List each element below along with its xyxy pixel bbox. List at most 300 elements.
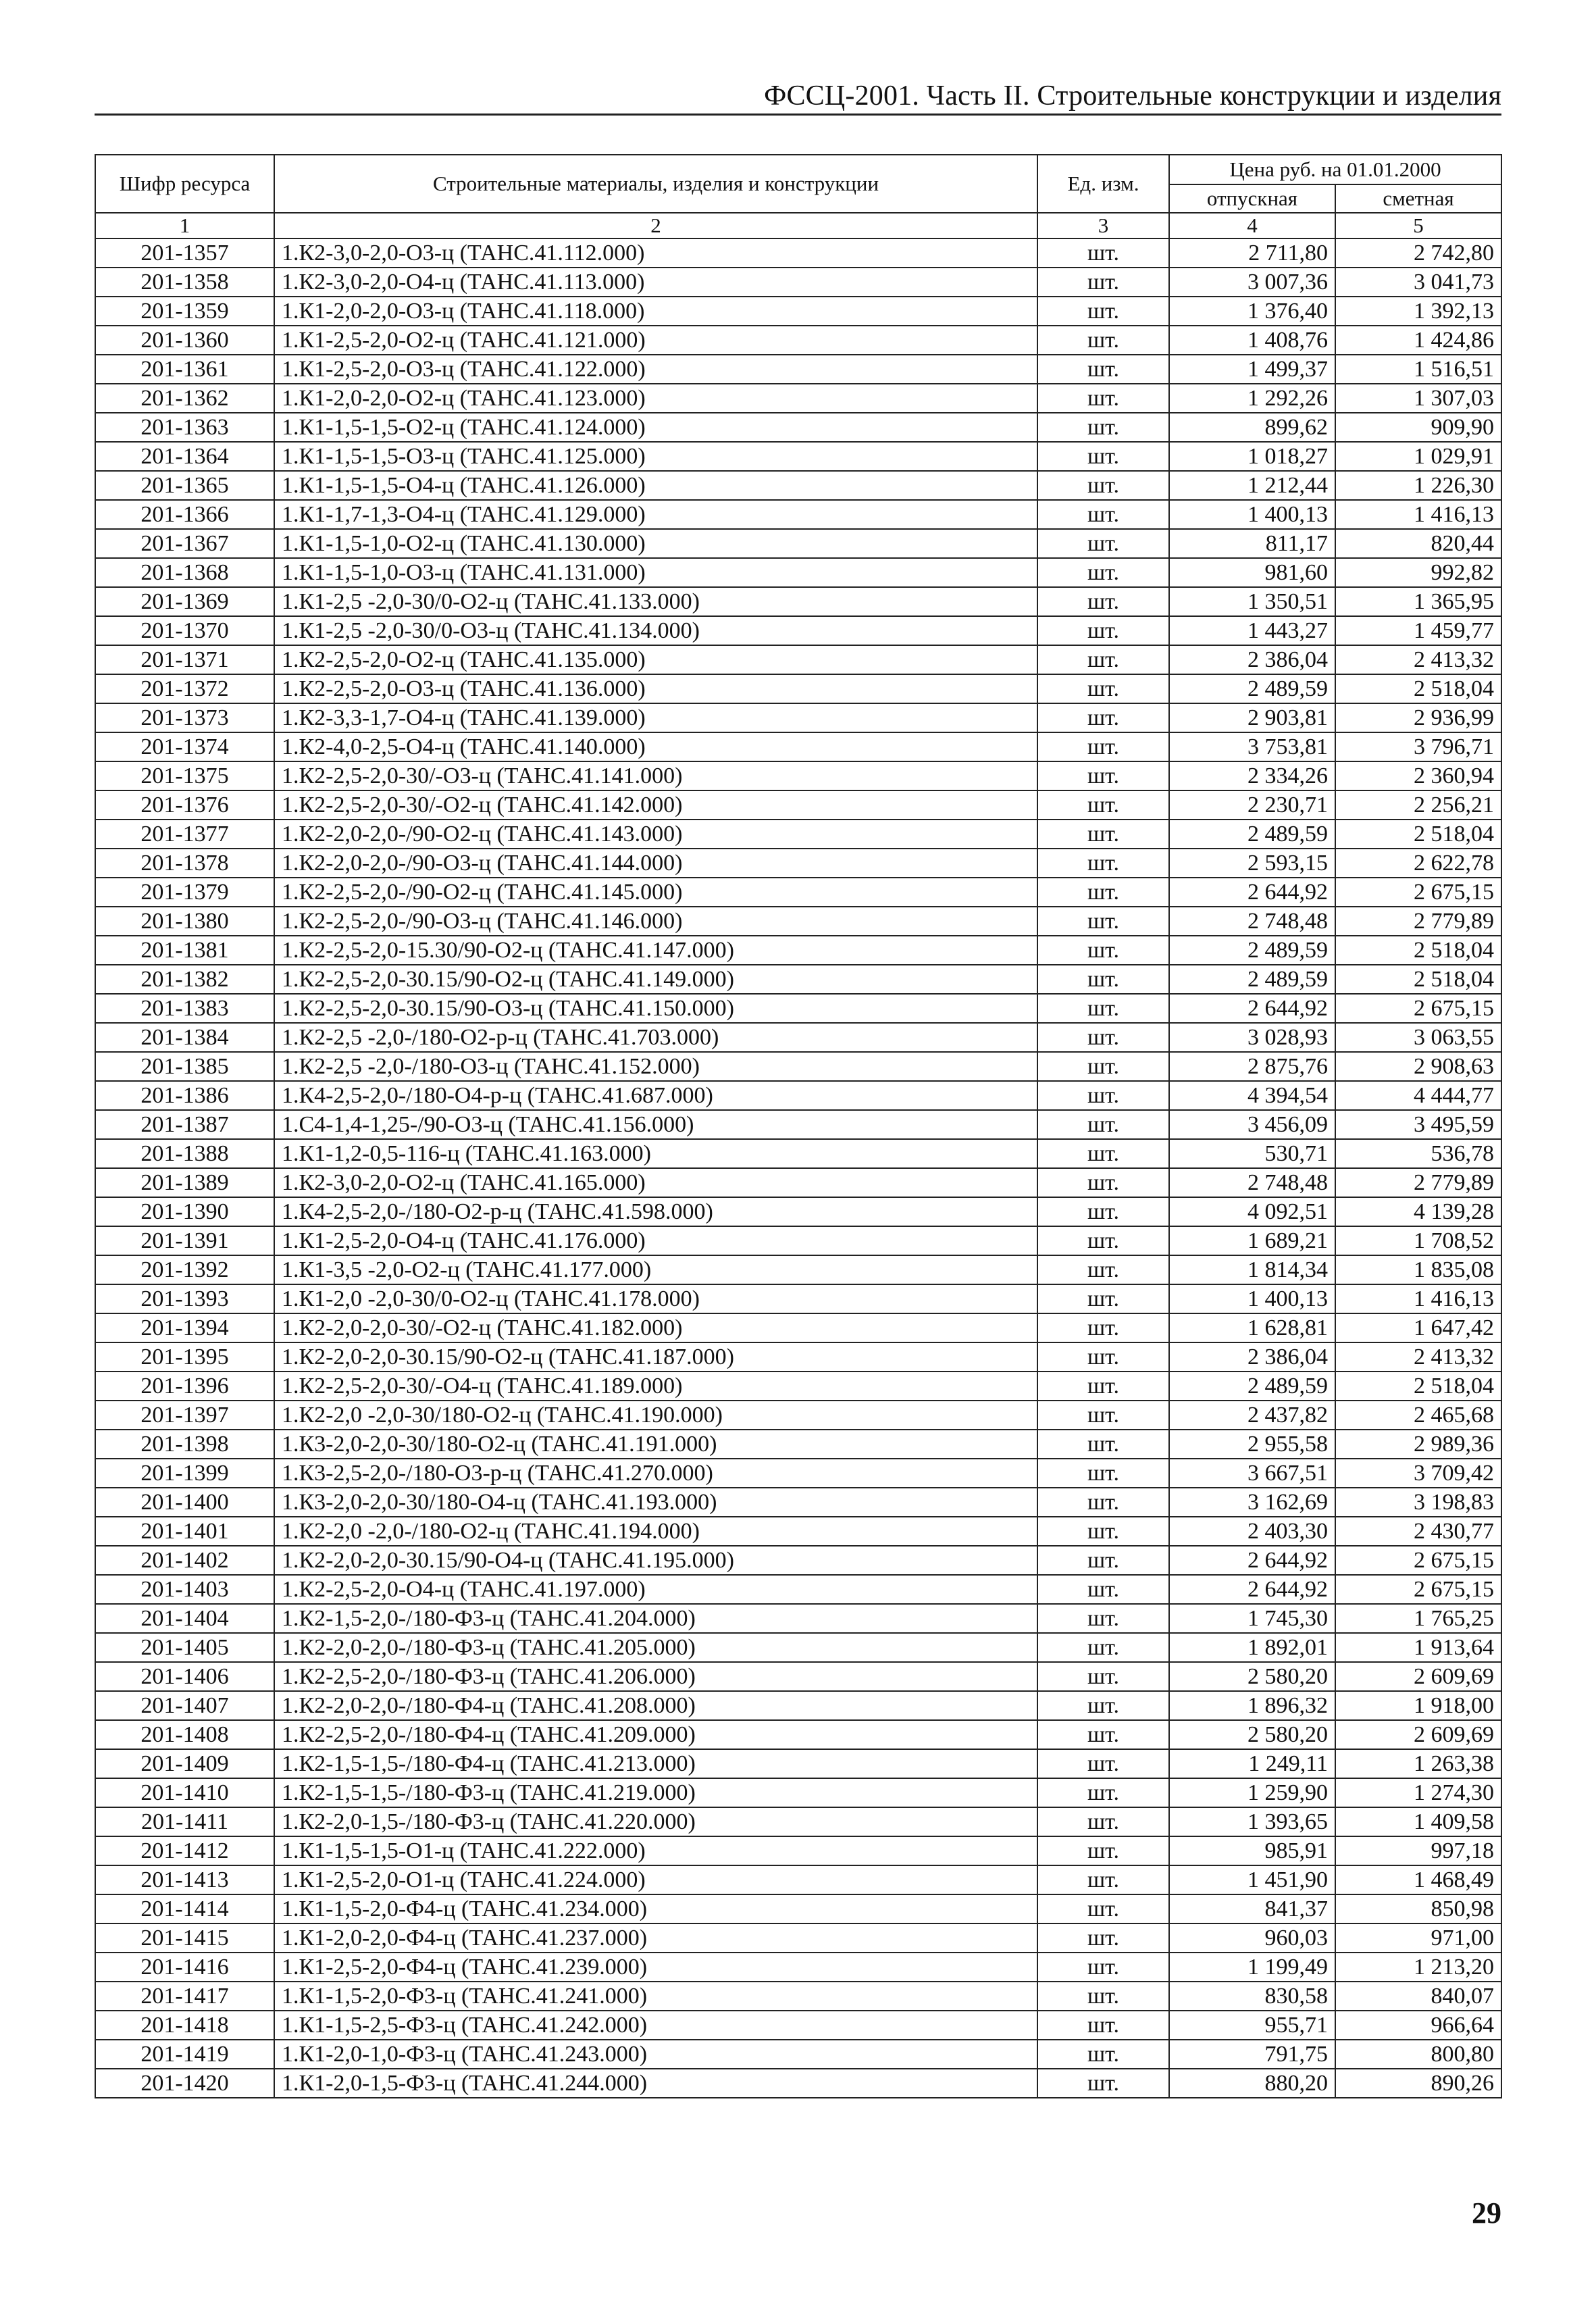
material-name-cell: 1.К2-2,0 -2,0-30/180-О2-ц (ТАНС.41.190.000): [274, 1401, 1037, 1430]
estimate-price-cell: 4 444,77: [1335, 1081, 1501, 1110]
resource-code-cell: 201-1411: [95, 1807, 274, 1836]
table-row: [95, 384, 1501, 413]
release-price-cell: 841,37: [1169, 1894, 1335, 1923]
release-price-cell: 2 644,92: [1169, 994, 1335, 1023]
unit-cell: шт.: [1037, 384, 1169, 413]
estimate-price-cell: 1 424,86: [1335, 326, 1501, 355]
resource-code-cell: 201-1365: [95, 471, 274, 500]
release-price-cell: 2 875,76: [1169, 1052, 1335, 1081]
resource-code-cell: 201-1417: [95, 1982, 274, 2011]
unit-cell: шт.: [1037, 1488, 1169, 1517]
material-name-cell: 1.К2-2,0-2,0-30.15/90-О2-ц (ТАНС.41.187.000): [274, 1342, 1037, 1372]
material-name-cell: 1.К1-1,5-1,5-О1-ц (ТАНС.41.222.000): [274, 1836, 1037, 1865]
material-name-cell: 1.К1-1,5-2,5-Ф3-ц (ТАНС.41.242.000): [274, 2011, 1037, 2040]
estimate-price-cell: 1 913,64: [1335, 1633, 1501, 1662]
resource-code-cell: 201-1397: [95, 1401, 274, 1430]
estimate-price-cell: 1 765,25: [1335, 1604, 1501, 1633]
estimate-price-cell: 800,80: [1335, 2040, 1501, 2069]
table-row: [95, 1691, 1501, 1720]
material-name-cell: 1.К1-1,5-1,0-О2-ц (ТАНС.41.130.000): [274, 529, 1037, 558]
material-name-cell: 1.К3-2,0-2,0-30/180-О2-ц (ТАНС.41.191.000): [274, 1430, 1037, 1459]
release-price-cell: 2 386,04: [1169, 645, 1335, 674]
estimate-price-cell: 3 495,59: [1335, 1110, 1501, 1139]
resource-code-cell: 201-1395: [95, 1342, 274, 1372]
table-row: [95, 268, 1501, 297]
table-row: [95, 1023, 1501, 1052]
unit-cell: шт.: [1037, 761, 1169, 790]
unit-cell: шт.: [1037, 936, 1169, 965]
unit-cell: шт.: [1037, 1865, 1169, 1894]
resource-code-cell: 201-1369: [95, 587, 274, 616]
release-price-cell: 2 711,80: [1169, 238, 1335, 268]
unit-cell: шт.: [1037, 442, 1169, 471]
resource-code-cell: 201-1403: [95, 1575, 274, 1604]
material-name-cell: 1.К2-2,5-2,0-/180-Ф3-ц (ТАНС.41.206.000): [274, 1662, 1037, 1691]
unit-cell: шт.: [1037, 1517, 1169, 1546]
release-price-cell: 1 400,13: [1169, 1284, 1335, 1313]
estimate-price-cell: 1 029,91: [1335, 442, 1501, 471]
material-name-cell: 1.К2-2,5-2,0-30/-О3-ц (ТАНС.41.141.000): [274, 761, 1037, 790]
unit-cell: шт.: [1037, 1168, 1169, 1197]
resource-code-cell: 201-1393: [95, 1284, 274, 1313]
material-name-cell: 1.К4-2,5-2,0-/180-О2-р-ц (ТАНС.41.598.000): [274, 1197, 1037, 1226]
estimate-price-cell: 2 622,78: [1335, 849, 1501, 878]
estimate-price-cell: 840,07: [1335, 1982, 1501, 2011]
release-price-cell: 3 753,81: [1169, 732, 1335, 761]
material-name-cell: 1.К2-2,5-2,0-30.15/90-О2-ц (ТАНС.41.149.000): [274, 965, 1037, 994]
unit-cell: шт.: [1037, 1720, 1169, 1749]
estimate-price-cell: 850,98: [1335, 1894, 1501, 1923]
column-number: 3: [1037, 213, 1169, 238]
resource-code-cell: 201-1416: [95, 1953, 274, 1982]
resource-code-cell: 201-1404: [95, 1604, 274, 1633]
estimate-price-cell: 4 139,28: [1335, 1197, 1501, 1226]
unit-cell: шт.: [1037, 616, 1169, 645]
unit-cell: шт.: [1037, 1284, 1169, 1313]
release-price-cell: 2 903,81: [1169, 703, 1335, 732]
material-name-cell: 1.К2-2,5-2,0-30/-О4-ц (ТАНС.41.189.000): [274, 1372, 1037, 1401]
release-price-cell: 1 018,27: [1169, 442, 1335, 471]
resource-code-cell: 201-1402: [95, 1546, 274, 1575]
release-price-cell: 1 350,51: [1169, 587, 1335, 616]
unit-cell: шт.: [1037, 1923, 1169, 1953]
estimate-price-cell: 1 416,13: [1335, 1284, 1501, 1313]
column-number: 5: [1335, 213, 1501, 238]
estimate-price-cell: 2 742,80: [1335, 238, 1501, 268]
resource-code-cell: 201-1399: [95, 1459, 274, 1488]
table-row: [95, 936, 1501, 965]
release-price-cell: 2 489,59: [1169, 936, 1335, 965]
material-name-cell: 1.К1-2,0-2,0-Ф4-ц (ТАНС.41.237.000): [274, 1923, 1037, 1953]
resource-code-cell: 201-1414: [95, 1894, 274, 1923]
table-row: [95, 1807, 1501, 1836]
estimate-price-cell: 1 459,77: [1335, 616, 1501, 645]
unit-cell: шт.: [1037, 1110, 1169, 1139]
resource-code-cell: 201-1387: [95, 1110, 274, 1139]
unit-cell: шт.: [1037, 907, 1169, 936]
estimate-price-cell: 820,44: [1335, 529, 1501, 558]
release-price-cell: 2 644,92: [1169, 1546, 1335, 1575]
material-name-cell: 1.К1-2,0-1,5-Ф3-ц (ТАНС.41.244.000): [274, 2069, 1037, 2098]
material-name-cell: 1.К1-3,5 -2,0-О2-ц (ТАНС.41.177.000): [274, 1255, 1037, 1284]
material-name-cell: 1.К1-1,2-0,5-116-ц (ТАНС.41.163.000): [274, 1139, 1037, 1168]
release-price-cell: 1 393,65: [1169, 1807, 1335, 1836]
resource-code-cell: 201-1409: [95, 1749, 274, 1778]
unit-cell: шт.: [1037, 1662, 1169, 1691]
table-row: [95, 1836, 1501, 1865]
table-row: [95, 1633, 1501, 1662]
table-row: [95, 878, 1501, 907]
resource-code-cell: 201-1390: [95, 1197, 274, 1226]
resource-code-cell: 201-1410: [95, 1778, 274, 1807]
unit-cell: шт.: [1037, 1953, 1169, 1982]
resource-code-cell: 201-1366: [95, 500, 274, 529]
unit-cell: шт.: [1037, 1575, 1169, 1604]
unit-cell: шт.: [1037, 1982, 1169, 2011]
estimate-price-cell: 966,64: [1335, 2011, 1501, 2040]
estimate-price-cell: 2 518,04: [1335, 674, 1501, 703]
release-price-cell: 4 394,54: [1169, 1081, 1335, 1110]
unit-cell: шт.: [1037, 500, 1169, 529]
release-price-cell: 3 456,09: [1169, 1110, 1335, 1139]
material-name-cell: 1.К1-2,5-2,0-Ф4-ц (ТАНС.41.239.000): [274, 1953, 1037, 1982]
table-row: [95, 994, 1501, 1023]
resource-code-cell: 201-1412: [95, 1836, 274, 1865]
material-name-cell: 1.К1-1,5-1,5-О3-ц (ТАНС.41.125.000): [274, 442, 1037, 471]
material-name-cell: 1.К1-2,0-1,0-Ф3-ц (ТАНС.41.243.000): [274, 2040, 1037, 2069]
material-name-cell: 1.К1-2,5 -2,0-30/0-О2-ц (ТАНС.41.133.000): [274, 587, 1037, 616]
unit-cell: шт.: [1037, 326, 1169, 355]
material-name-cell: 1.К1-1,5-2,0-Ф3-ц (ТАНС.41.241.000): [274, 1982, 1037, 2011]
material-name-cell: 1.К1-2,0-2,0-О3-ц (ТАНС.41.118.000): [274, 297, 1037, 326]
estimate-price-cell: 2 609,69: [1335, 1720, 1501, 1749]
material-name-cell: 1.К1-1,5-1,5-О4-ц (ТАНС.41.126.000): [274, 471, 1037, 500]
unit-cell: шт.: [1037, 1836, 1169, 1865]
resource-code-cell: 201-1377: [95, 820, 274, 849]
estimate-price-cell: 2 779,89: [1335, 907, 1501, 936]
resource-code-cell: 201-1361: [95, 355, 274, 384]
material-name-cell: 1.К1-1,5-2,0-Ф4-ц (ТАНС.41.234.000): [274, 1894, 1037, 1923]
table-row: [95, 2040, 1501, 2069]
resource-code-cell: 201-1374: [95, 732, 274, 761]
estimate-price-cell: 1 392,13: [1335, 297, 1501, 326]
estimate-price-cell: 3 198,83: [1335, 1488, 1501, 1517]
resource-code-cell: 201-1408: [95, 1720, 274, 1749]
estimate-price-cell: 2 908,63: [1335, 1052, 1501, 1081]
table-row: [95, 1168, 1501, 1197]
header-release-price: отпускная: [1169, 184, 1335, 213]
estimate-price-cell: 2 675,15: [1335, 1546, 1501, 1575]
resource-code-cell: 201-1380: [95, 907, 274, 936]
material-name-cell: 1.К2-2,0-1,5-/180-Ф3-ц (ТАНС.41.220.000): [274, 1807, 1037, 1836]
table-row: [95, 558, 1501, 587]
release-price-cell: 2 580,20: [1169, 1720, 1335, 1749]
unit-cell: шт.: [1037, 849, 1169, 878]
material-name-cell: 1.К2-2,0-2,0-/180-Ф3-ц (ТАНС.41.205.000): [274, 1633, 1037, 1662]
resource-code-cell: 201-1394: [95, 1313, 274, 1342]
estimate-price-cell: 1 307,03: [1335, 384, 1501, 413]
table-row: [95, 790, 1501, 820]
unit-cell: шт.: [1037, 2040, 1169, 2069]
price-table: [95, 154, 1502, 2098]
release-price-cell: 2 489,59: [1169, 965, 1335, 994]
table-row: [95, 297, 1501, 326]
header-code: Шифр ресурса: [95, 155, 274, 213]
release-price-cell: 2 437,82: [1169, 1401, 1335, 1430]
header-rule: [95, 114, 1501, 116]
table-row: [95, 703, 1501, 732]
estimate-price-cell: 1 263,38: [1335, 1749, 1501, 1778]
table-row: [95, 442, 1501, 471]
resource-code-cell: 201-1406: [95, 1662, 274, 1691]
estimate-price-cell: 2 413,32: [1335, 1342, 1501, 1372]
unit-cell: шт.: [1037, 790, 1169, 820]
resource-code-cell: 201-1392: [95, 1255, 274, 1284]
material-name-cell: 1.К1-2,5-2,0-О1-ц (ТАНС.41.224.000): [274, 1865, 1037, 1894]
estimate-price-cell: 2 675,15: [1335, 994, 1501, 1023]
table-row: [95, 1342, 1501, 1372]
resource-code-cell: 201-1357: [95, 238, 274, 268]
material-name-cell: 1.К1-2,5 -2,0-30/0-О3-ц (ТАНС.41.134.000): [274, 616, 1037, 645]
release-price-cell: 1 443,27: [1169, 616, 1335, 645]
header-name: Строительные материалы, изделия и конструкции: [274, 155, 1037, 213]
table-row: [95, 1401, 1501, 1430]
table-row: [95, 1865, 1501, 1894]
release-price-cell: 1 499,37: [1169, 355, 1335, 384]
resource-code-cell: 201-1391: [95, 1226, 274, 1255]
unit-cell: шт.: [1037, 558, 1169, 587]
unit-cell: шт.: [1037, 1430, 1169, 1459]
estimate-price-cell: 1 918,00: [1335, 1691, 1501, 1720]
release-price-cell: 1 259,90: [1169, 1778, 1335, 1807]
resource-code-cell: 201-1368: [95, 558, 274, 587]
estimate-price-cell: 1 365,95: [1335, 587, 1501, 616]
material-name-cell: 1.К1-2,5-2,0-О4-ц (ТАНС.41.176.000): [274, 1226, 1037, 1255]
resource-code-cell: 201-1362: [95, 384, 274, 413]
unit-cell: шт.: [1037, 1604, 1169, 1633]
resource-code-cell: 201-1371: [95, 645, 274, 674]
resource-code-cell: 201-1386: [95, 1081, 274, 1110]
unit-cell: шт.: [1037, 297, 1169, 326]
table-row: [95, 587, 1501, 616]
resource-code-cell: 201-1400: [95, 1488, 274, 1517]
unit-cell: шт.: [1037, 1546, 1169, 1575]
unit-cell: шт.: [1037, 732, 1169, 761]
material-name-cell: 1.К2-2,0-2,0-30/-О2-ц (ТАНС.41.182.000): [274, 1313, 1037, 1342]
estimate-price-cell: 2 465,68: [1335, 1401, 1501, 1430]
resource-code-cell: 201-1363: [95, 413, 274, 442]
resource-code-cell: 201-1413: [95, 1865, 274, 1894]
material-name-cell: 1.К1-2,5-2,0-О3-ц (ТАНС.41.122.000): [274, 355, 1037, 384]
release-price-cell: 1 628,81: [1169, 1313, 1335, 1342]
resource-code-cell: 201-1385: [95, 1052, 274, 1081]
release-price-cell: 830,58: [1169, 1982, 1335, 2011]
resource-code-cell: 201-1384: [95, 1023, 274, 1052]
release-price-cell: 1 896,32: [1169, 1691, 1335, 1720]
release-price-cell: 4 092,51: [1169, 1197, 1335, 1226]
table-row: [95, 238, 1501, 268]
release-price-cell: 2 386,04: [1169, 1342, 1335, 1372]
resource-code-cell: 201-1401: [95, 1517, 274, 1546]
table-row: [95, 1720, 1501, 1749]
resource-code-cell: 201-1407: [95, 1691, 274, 1720]
table-row: [95, 2069, 1501, 2098]
release-price-cell: 2 748,48: [1169, 907, 1335, 936]
estimate-price-cell: 992,82: [1335, 558, 1501, 587]
table-row: [95, 1255, 1501, 1284]
unit-cell: шт.: [1037, 1401, 1169, 1430]
release-price-cell: 1 451,90: [1169, 1865, 1335, 1894]
header-price: Цена руб. на 01.01.2000: [1169, 155, 1501, 184]
unit-cell: шт.: [1037, 238, 1169, 268]
material-name-cell: 1.К1-2,5-2,0-О2-ц (ТАНС.41.121.000): [274, 326, 1037, 355]
unit-cell: шт.: [1037, 471, 1169, 500]
table-row: [95, 1517, 1501, 1546]
table-row: [95, 326, 1501, 355]
resource-code-cell: 201-1375: [95, 761, 274, 790]
resource-code-cell: 201-1389: [95, 1168, 274, 1197]
release-price-cell: 1 408,76: [1169, 326, 1335, 355]
table-row: [95, 529, 1501, 558]
material-name-cell: 1.К2-2,5-2,0-О3-ц (ТАНС.41.136.000): [274, 674, 1037, 703]
estimate-price-cell: 3 063,55: [1335, 1023, 1501, 1052]
estimate-price-cell: 909,90: [1335, 413, 1501, 442]
resource-code-cell: 201-1364: [95, 442, 274, 471]
estimate-price-cell: 2 360,94: [1335, 761, 1501, 790]
release-price-cell: 811,17: [1169, 529, 1335, 558]
material-name-cell: 1.К2-2,0-2,0-/180-Ф4-ц (ТАНС.41.208.000): [274, 1691, 1037, 1720]
unit-cell: шт.: [1037, 1052, 1169, 1081]
resource-code-cell: 201-1370: [95, 616, 274, 645]
unit-cell: шт.: [1037, 268, 1169, 297]
resource-code-cell: 201-1418: [95, 2011, 274, 2040]
material-name-cell: 1.К1-2,0-2,0-О2-ц (ТАНС.41.123.000): [274, 384, 1037, 413]
estimate-price-cell: 2 430,77: [1335, 1517, 1501, 1546]
release-price-cell: 985,91: [1169, 1836, 1335, 1865]
unit-cell: шт.: [1037, 1372, 1169, 1401]
table-row: [95, 1313, 1501, 1342]
table-row: [95, 965, 1501, 994]
release-price-cell: 1 400,13: [1169, 500, 1335, 529]
resource-code-cell: 201-1415: [95, 1923, 274, 1953]
release-price-cell: 3 007,36: [1169, 268, 1335, 297]
table-row: [95, 849, 1501, 878]
estimate-price-cell: 971,00: [1335, 1923, 1501, 1953]
page-number: 29: [1472, 2196, 1501, 2230]
release-price-cell: 2 230,71: [1169, 790, 1335, 820]
release-price-cell: 3 028,93: [1169, 1023, 1335, 1052]
estimate-price-cell: 2 609,69: [1335, 1662, 1501, 1691]
release-price-cell: 1 814,34: [1169, 1255, 1335, 1284]
estimate-price-cell: 2 779,89: [1335, 1168, 1501, 1197]
release-price-cell: 1 249,11: [1169, 1749, 1335, 1778]
resource-code-cell: 201-1379: [95, 878, 274, 907]
unit-cell: шт.: [1037, 965, 1169, 994]
material-name-cell: 1.К2-2,0-2,0-/90-О2-ц (ТАНС.41.143.000): [274, 820, 1037, 849]
estimate-price-cell: 2 989,36: [1335, 1430, 1501, 1459]
table-row: [95, 1372, 1501, 1401]
material-name-cell: 1.К2-1,5-2,0-/180-Ф3-ц (ТАНС.41.204.000): [274, 1604, 1037, 1633]
unit-cell: шт.: [1037, 1894, 1169, 1923]
release-price-cell: 2 955,58: [1169, 1430, 1335, 1459]
column-number: 4: [1169, 213, 1335, 238]
table-row: [95, 1430, 1501, 1459]
estimate-price-cell: 2 518,04: [1335, 820, 1501, 849]
estimate-price-cell: 2 518,04: [1335, 936, 1501, 965]
resource-code-cell: 201-1381: [95, 936, 274, 965]
release-price-cell: 2 748,48: [1169, 1168, 1335, 1197]
unit-cell: шт.: [1037, 2069, 1169, 2098]
material-name-cell: 1.К2-2,5-2,0-/90-О2-ц (ТАНС.41.145.000): [274, 878, 1037, 907]
unit-cell: шт.: [1037, 1633, 1169, 1662]
unit-cell: шт.: [1037, 1778, 1169, 1807]
estimate-price-cell: 2 256,21: [1335, 790, 1501, 820]
unit-cell: шт.: [1037, 529, 1169, 558]
material-name-cell: 1.К2-2,5 -2,0-/180-О3-ц (ТАНС.41.152.000): [274, 1052, 1037, 1081]
estimate-price-cell: 2 413,32: [1335, 645, 1501, 674]
release-price-cell: 2 644,92: [1169, 878, 1335, 907]
unit-cell: шт.: [1037, 1226, 1169, 1255]
material-name-cell: 1.К2-2,5 -2,0-/180-О2-р-ц (ТАНС.41.703.000): [274, 1023, 1037, 1052]
release-price-cell: 2 644,92: [1169, 1575, 1335, 1604]
material-name-cell: 1.К2-2,5-2,0-О2-ц (ТАНС.41.135.000): [274, 645, 1037, 674]
table-row: [95, 674, 1501, 703]
unit-cell: шт.: [1037, 994, 1169, 1023]
material-name-cell: 1.К4-2,5-2,0-/180-О4-р-ц (ТАНС.41.687.000): [274, 1081, 1037, 1110]
table-row: [95, 1923, 1501, 1953]
resource-code-cell: 201-1367: [95, 529, 274, 558]
unit-cell: шт.: [1037, 1255, 1169, 1284]
material-name-cell: 1.К3-2,5-2,0-/180-О3-р-ц (ТАНС.41.270.000): [274, 1459, 1037, 1488]
unit-cell: шт.: [1037, 1313, 1169, 1342]
release-price-cell: 981,60: [1169, 558, 1335, 587]
release-price-cell: 955,71: [1169, 2011, 1335, 2040]
unit-cell: шт.: [1037, 1023, 1169, 1052]
material-name-cell: 1.К2-2,0-2,0-30.15/90-О4-ц (ТАНС.41.195.000): [274, 1546, 1037, 1575]
material-name-cell: 1.К2-3,0-2,0-О4-ц (ТАНС.41.113.000): [274, 268, 1037, 297]
release-price-cell: 2 593,15: [1169, 849, 1335, 878]
unit-cell: шт.: [1037, 878, 1169, 907]
release-price-cell: 2 489,59: [1169, 820, 1335, 849]
unit-cell: шт.: [1037, 820, 1169, 849]
unit-cell: шт.: [1037, 587, 1169, 616]
release-price-cell: 899,62: [1169, 413, 1335, 442]
table-row: [95, 1575, 1501, 1604]
unit-cell: шт.: [1037, 413, 1169, 442]
release-price-cell: 3 667,51: [1169, 1459, 1335, 1488]
release-price-cell: 2 489,59: [1169, 674, 1335, 703]
resource-code-cell: 201-1359: [95, 297, 274, 326]
material-name-cell: 1.К3-2,0-2,0-30/180-О4-ц (ТАНС.41.193.000): [274, 1488, 1037, 1517]
resource-code-cell: 201-1383: [95, 994, 274, 1023]
estimate-price-cell: 1 468,49: [1335, 1865, 1501, 1894]
table-row: [95, 820, 1501, 849]
unit-cell: шт.: [1037, 1749, 1169, 1778]
release-price-cell: 530,71: [1169, 1139, 1335, 1168]
table-row: [95, 645, 1501, 674]
unit-cell: шт.: [1037, 1691, 1169, 1720]
material-name-cell: 1.К2-2,5-2,0-О4-ц (ТАНС.41.197.000): [274, 1575, 1037, 1604]
table-row: [95, 1953, 1501, 1982]
column-number: 2: [274, 213, 1037, 238]
material-name-cell: 1.К1-1,5-1,0-О3-ц (ТАНС.41.131.000): [274, 558, 1037, 587]
estimate-price-cell: 2 518,04: [1335, 1372, 1501, 1401]
material-name-cell: 1.К1-2,0 -2,0-30/0-О2-ц (ТАНС.41.178.000): [274, 1284, 1037, 1313]
release-price-cell: 791,75: [1169, 2040, 1335, 2069]
table-row: [95, 1982, 1501, 2011]
material-name-cell: 1.К2-2,0 -2,0-/180-О2-ц (ТАНС.41.194.000): [274, 1517, 1037, 1546]
unit-cell: шт.: [1037, 1342, 1169, 1372]
